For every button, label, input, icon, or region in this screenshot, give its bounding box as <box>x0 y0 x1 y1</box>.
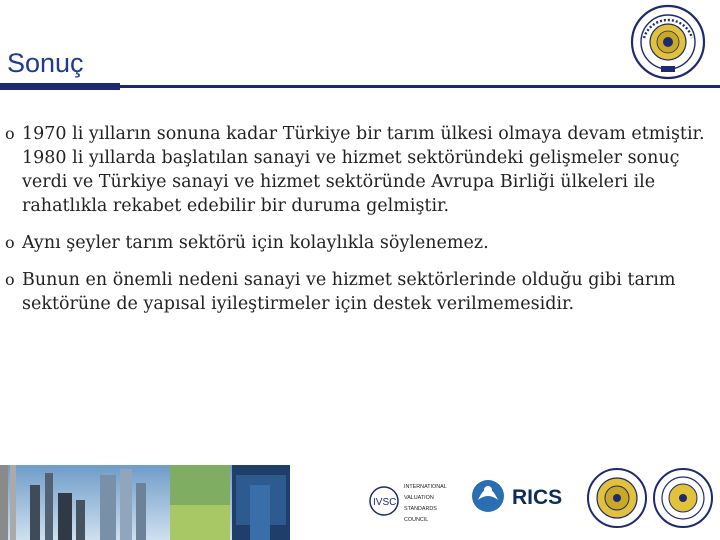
bullet-marker-icon: o <box>5 124 15 143</box>
bullet-text: Aynı şeyler tarım sektörü için kolaylıkla söylenemez. <box>22 233 489 253</box>
bullet-marker-icon: o <box>5 233 15 252</box>
university-seal-small-logo-2 <box>652 467 714 529</box>
bullet-marker-icon: o <box>5 270 15 289</box>
bullet-list <box>4 122 714 329</box>
rics-logo <box>468 470 578 530</box>
bullet-text: 1970 li yılların sonuna kadar Türkiye bir tarım ülkesi olmaya devam etmiştir. 1980 li yıllarda başlatılan sanayi ve hizmet sektöründeki gelişmeler sonuç verdi ve Türkiye sanayi ve hizmet sektöründe Avrupa Birliği ülkeleri ile rahatlıkla rekabet edebilir bir duruma gelmiştir. <box>22 124 705 216</box>
bullet-text: Bunun en önemli nedeni sanayi ve hizmet sektörlerinde olduğu gibi tarım sektörüne de yapısal iyileştirmeler için destek verilmemesidir. <box>22 270 676 314</box>
rics-label: RICS <box>512 486 563 509</box>
title-underline <box>0 85 720 88</box>
ivsc-line: STANDARDS <box>404 506 437 512</box>
ivsc-logo <box>368 470 460 532</box>
city-skyline-photo <box>0 465 290 540</box>
university-seal-logo <box>628 4 708 80</box>
ivsc-line: INTERNATIONAL <box>404 484 447 490</box>
university-seal-small-logo <box>586 467 648 529</box>
bullet-item <box>4 231 714 255</box>
slide-title: Sonuç <box>7 48 84 78</box>
ivsc-line: COUNCIL <box>404 517 429 523</box>
bullet-item <box>4 268 714 316</box>
ivsc-line: VALUATION <box>404 495 434 501</box>
ivsc-acronym: IVSC <box>373 497 397 508</box>
bullet-item <box>4 122 714 218</box>
